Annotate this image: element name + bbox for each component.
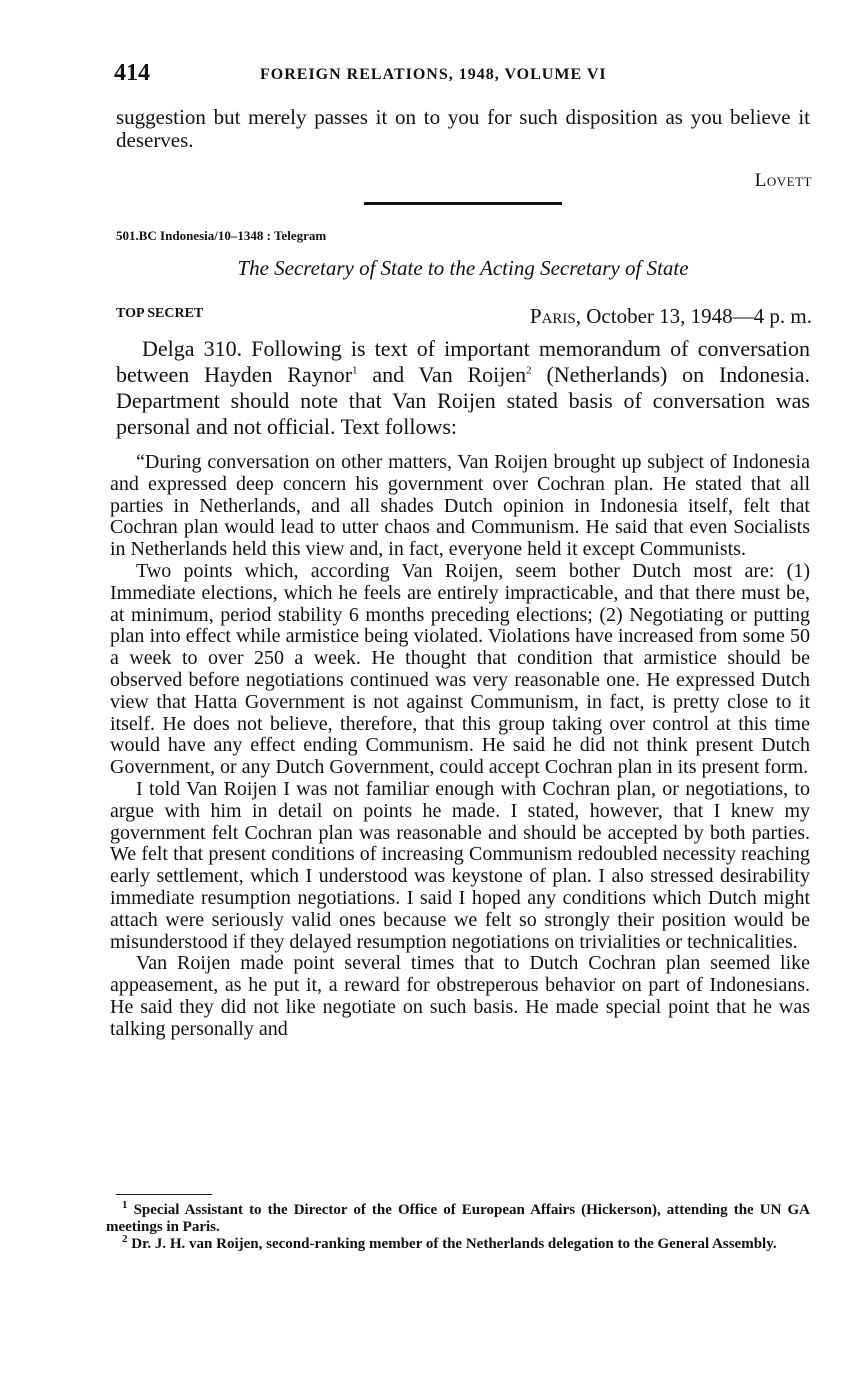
page-number: 414: [114, 60, 150, 86]
dateline-date: October 13, 1948—4 p. m.: [586, 304, 812, 328]
dateline-place: Paris,: [529, 304, 582, 328]
footnote-2: [106, 1233, 810, 1253]
footnote-marker: 1: [122, 1199, 128, 1211]
opening-paragraph: [116, 336, 810, 440]
memo-paragraph: Van Roijen made point several times that to Dutch Cochran plan seemed like appeasement, as he put it, a reward for obstreperous behavior on part of Indonesians. He said they did not like negotiate on such basis. He made special point that he was talking personally and: [110, 952, 810, 1040]
opening-text-2: and Van Roijen: [357, 362, 527, 387]
memorandum-text: [110, 452, 810, 1041]
file-reference: 501.BC Indonesia/10–1348 : Telegram: [116, 228, 327, 243]
footnote-1: [106, 1199, 810, 1236]
footnote-ref-1: 1: [352, 364, 358, 377]
footnote-ref-2: 2: [526, 364, 532, 377]
footnote-divider: [116, 1194, 212, 1195]
document-title: The Secretary of State to the Acting Secretary of State: [237, 256, 689, 280]
opening-text-1: Delga 310. Following is text of important memorandum of conversation between Hayden Raynor: [116, 336, 810, 387]
memo-paragraph: Two points which, according Van Roijen, seem bother Dutch most are: (1) Immediate elections, which he feels are entirely impracticable, and that there must be, at minimum, period stability 6 months preceding elections; (2) Negotiating or putting plan into effect while armistice being violated. Violations have increased from some 50 a week to over 250 a week. He thought that condition that armistice should be observed before negotiations continued was very reasonable one. He expressed Dutch view that Hatta Government is not against Communism, in fact, is pretty close to it itself. He does not believe, therefore, that this group taking over control at this time would have any effect ending Communism. He said he did not think present Dutch Government, or any Dutch Government, could accept Cochran plan in its present form.: [110, 559, 810, 779]
footnote-text: Special Assistant to the Director of the Office of European Affairs (Hickerson), attending the UN GA meetings in Paris.: [106, 1202, 810, 1235]
footnote-text: Dr. J. H. van Roijen, second-ranking member of the Netherlands delegation to the General Assembly.: [127, 1236, 777, 1252]
telegram-opening: [116, 336, 810, 440]
signature: Lovett: [754, 170, 812, 191]
opening-text-3: (Netherlands) on Indonesia. Department should note that Van Roijen stated basis of conversation was personal and not official. Text follows:: [116, 362, 810, 439]
intro-paragraph: suggestion but merely passes it on to you for such disposition as you believe it deserves.: [116, 105, 810, 152]
memo-paragraph: I told Van Roijen I was not familiar enough with Cochran plan, or negotiations, to argue with him in detail on points he made. I stated, however, that I knew my government felt Cochran plan was reasonable and should be accepted by both parties. We felt that present conditions of increasing Communism redoubled necessity reaching early settlement, which I understood was keystone of plan. I also stressed desirability immediate resumption negotiations. I said I hoped any conditions which Dutch might attach were seriously valid ones because we felt so strongly their position would be misunderstood if they delayed resumption negotiations on trivialities or technicalities.: [110, 777, 810, 953]
classification-mark: TOP SECRET: [116, 306, 204, 321]
memo-paragraph: “During conversation on other matters, Van Roijen brought up subject of Indonesia and expressed deep concern his government over Cochran plan. He stated that all parties in Netherlands, and all shades Dutch opinion in Indonesia itself, felt that Cochran plan would lead to utter chaos and Communism. He said that even Socialists in Netherlands held this view and, in fact, everyone held it except Communists.: [110, 451, 810, 561]
footnote-marker: 2: [122, 1233, 128, 1245]
section-divider: [364, 202, 562, 205]
running-head: FOREIGN RELATIONS, 1948, VOLUME VI: [260, 66, 607, 83]
page-header: [114, 60, 814, 94]
dateline: [530, 304, 812, 329]
footnotes: [106, 1199, 810, 1253]
